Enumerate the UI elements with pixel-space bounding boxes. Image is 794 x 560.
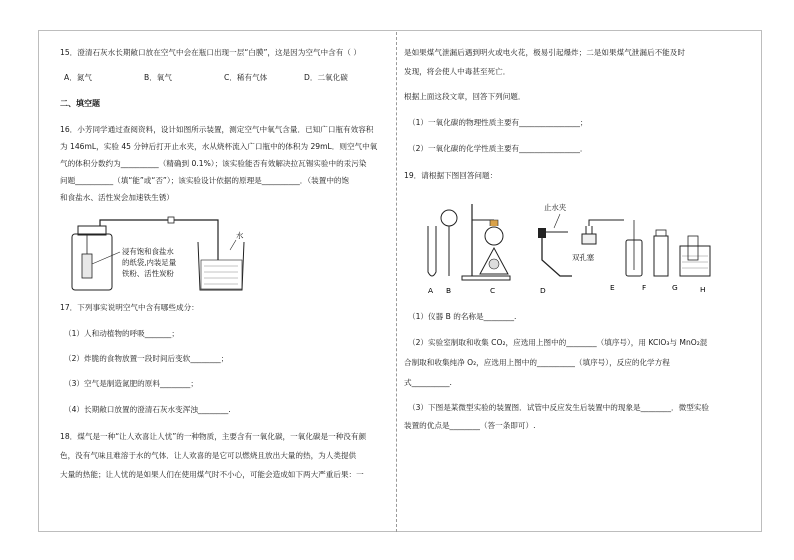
right-column [404,0,764,560]
two-hole-stopper-e [582,234,596,244]
q18-cont-line: 发现，将会使人中毒甚至死亡． [404,67,511,76]
q19-stem: 19．请根据下图回答问题： [404,171,498,180]
q19-item: （1）仪器 B 的名称是________. [408,312,517,321]
collecting-bottle-g [654,236,668,276]
q15-option-b: B．氧气 [144,73,172,82]
q19-apparatus-figure [414,190,714,300]
apparatus-letter-c: C [490,286,496,295]
q17-item: （3）空气是制造氮肥的原料________； [64,379,198,388]
round-flask [485,227,503,245]
test-tube-a [428,226,436,276]
long-neck-funnel-b [441,210,457,226]
q15-stem: 15．澄清石灰水长期敞口放在空气中会在瓶口出现一层“白膜”，这是因为空气中含有（ ） [60,48,361,57]
q16-line: 16．小芳同学通过查阅资料，设计如图所示装置，测定空气中氧气含量．已知广口瓶有效容积 [60,125,374,134]
q16-label-card-line3: 铁粉、活性炭粉 [122,269,174,278]
q18-item: （2）一氧化碳的化学性质主要有________________． [408,144,588,153]
beaker-water [201,260,242,289]
q17-item: （4）长期敞口放置的澄清石灰水变浑浊________. [64,405,231,414]
q18-cont-line: 是如果煤气泄漏后遇到明火或电火花，极易引起爆炸；二是如果煤气泄漏后不能及时 [404,48,685,57]
apparatus-letter-g: G [672,283,678,292]
q19-item: （2）实验室制取和收集 CO₂，应选用上图中的________（填序号），用 KClO₃与 MnO₂混 [408,338,708,347]
stop-clamp [168,217,174,223]
q16-label-card-line2: 的纸袋,内装足量 [122,258,177,267]
q18-item: （1）一氧化碳的物理性质主要有________________； [408,118,588,127]
left-column [40,0,392,560]
q19-item: 式__________. [404,378,452,387]
q19-label-clamp: 止水夹 [544,203,567,212]
q16-label-water: 水 [236,231,244,240]
q19-item: （3）下图是某微型实验的装置图．试管中反应发生后装置中的现象是________．微型实验 [408,403,709,412]
q16-line: 问题__________（填“能”或“否”）；该实验设计依据的原理是__________．（装置中的饱 [60,176,350,185]
apparatus-letter-d: D [540,286,546,295]
q16-label-card-line1: 浸有饱和食盐水 [122,247,174,256]
q15-option-c: C．稀有气体 [224,73,268,82]
section-heading-fill-in: 二、填空题 [60,99,100,108]
q19-label-stopper: 双孔塞 [572,253,595,262]
stop-clamp-d [538,228,546,238]
q19-item: 装置的优点是________（答一条即可）. [404,421,536,430]
apparatus-letter-b: B [446,286,452,295]
q16-line: 为 146mL，实验 45 分钟后打开止水夹，水从烧杯流入广口瓶中的体积为 29mL．则空气中氧 [60,142,378,151]
column-divider [396,32,397,532]
q17-stem: 17．下列事实说明空气中含有哪些成分： [60,303,199,312]
iron-powder-bag [82,254,92,278]
q18-line: 大量的热能；让人忧的是如果人们在使用煤气时不小心，可能会造成如下两大严重后果：一 [60,470,364,479]
q16-apparatus-figure [68,216,258,294]
q17-item: （1）人和动植物的呼吸_______； [64,329,179,338]
q18-line: 色，没有气味且难溶于水的气体．让人欢喜的是它可以燃烧且放出大量的热，为人类提供 [60,451,357,460]
q18-line: 18．煤气是一种“让人欢喜让人忧”的一种物质，主要含有一氧化碳，一氧化碳是一种没有颜 [60,432,367,441]
q18-read-instruction: 根据上面这段文章，回答下列问题． [404,92,526,101]
q15-option-d: D．二氧化碳 [304,73,348,82]
q19-item: 合制取和收集纯净 O₂，应选用上图中的__________（填序号），反应的化学方程 [404,358,670,367]
apparatus-letter-h: H [700,285,706,294]
apparatus-letter-f: F [642,283,647,292]
delivery-tube-d [542,236,572,276]
apparatus-letter-e: E [610,283,615,292]
q17-item: （2）炸脆的食物放置一段时间后变软________； [64,354,229,363]
q15-option-a: A．氮气 [64,73,92,82]
q16-line: 气的体积分数约为__________（精确到 0.1%）；该实验能否有效解决拉瓦锡实验中的汞污染 [60,159,367,168]
q16-line: 和食盐水、活性炭会加速铁生锈） [60,193,174,202]
water-trough-h [680,246,710,276]
apparatus-letter-a: A [428,286,434,295]
